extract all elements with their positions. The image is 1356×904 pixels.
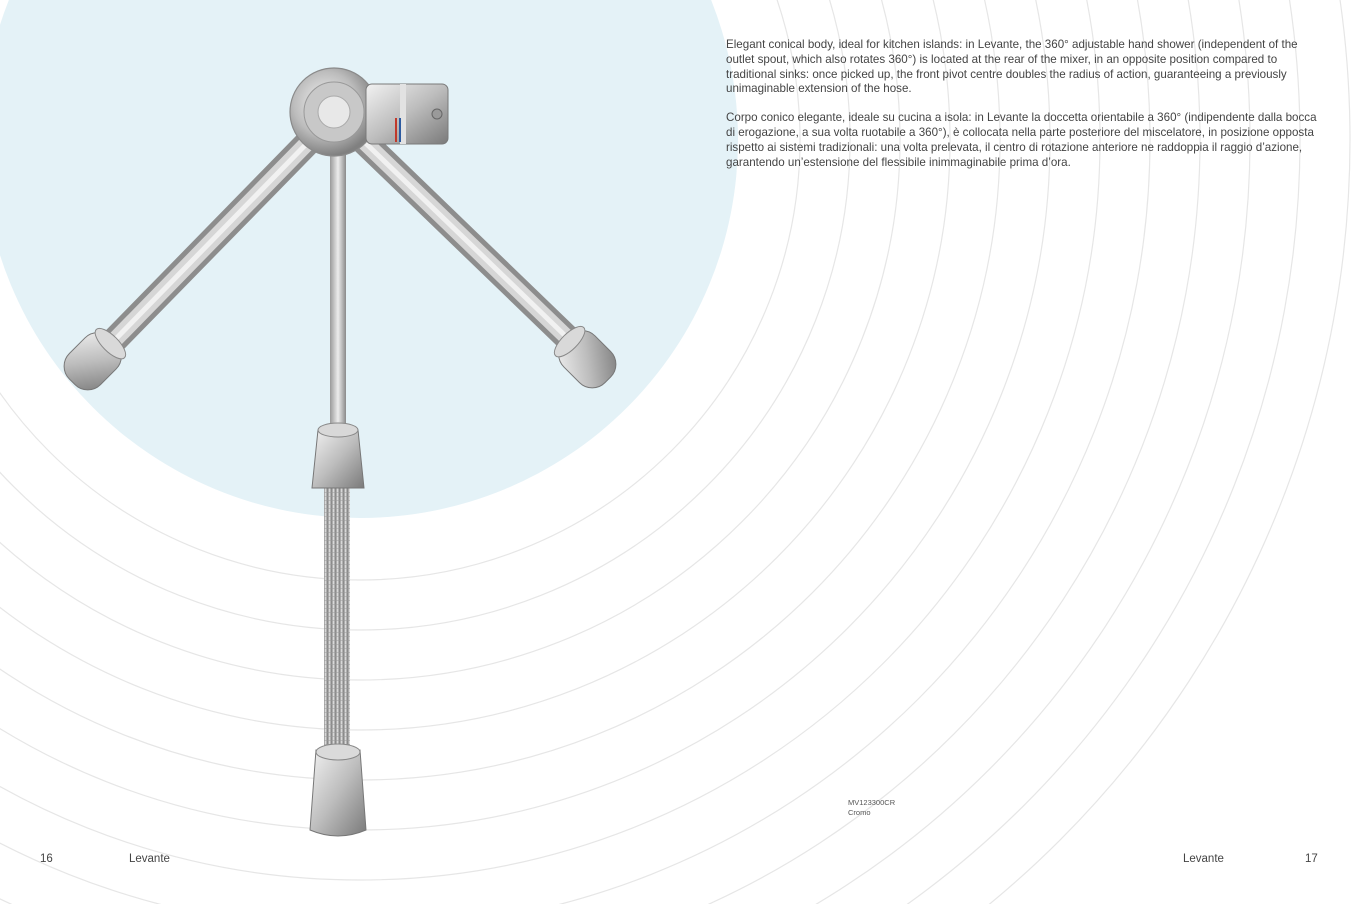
background-circle	[0, 0, 738, 518]
right-brand-label: Levante	[1183, 853, 1224, 865]
left-brand-label: Levante	[129, 853, 170, 865]
right-page-number: 17	[1305, 853, 1318, 865]
product-finish: Cromo	[848, 808, 871, 817]
description-italian: Corpo conico elegante, ideale su cucina a isola: in Levante la doccetta orientabile a 360° (indipendente dalla bocca di erogazione, a sua volta ruotabile a 360°), è collocata nella parte posteriore del miscelatore, in posizione opposta rispetto ai sistemi tradizionali: una volta prelevata, il centro di rotazione anteriore ne raddoppia il raggio d’azione, garantendo un’estensione del flessibile inimmaginabile prima d’ora.	[726, 111, 1317, 169]
product-caption	[848, 798, 895, 818]
description-english: Elegant conical body, ideal for kitchen islands: in Levante, the 360° adjustable hand shower (independent of the outlet spout, which also rotates 360°) is located at the rear of the mixer, in an opposite position compared to traditional sinks: once picked up, the front pivot centre doubles the radius of action, guaranteeing a previously unimaginable extension of the hose.	[726, 38, 1298, 96]
product-code: MV123300CR	[848, 798, 896, 807]
left-page-number: 16	[40, 853, 53, 865]
description-text	[726, 38, 1324, 184]
